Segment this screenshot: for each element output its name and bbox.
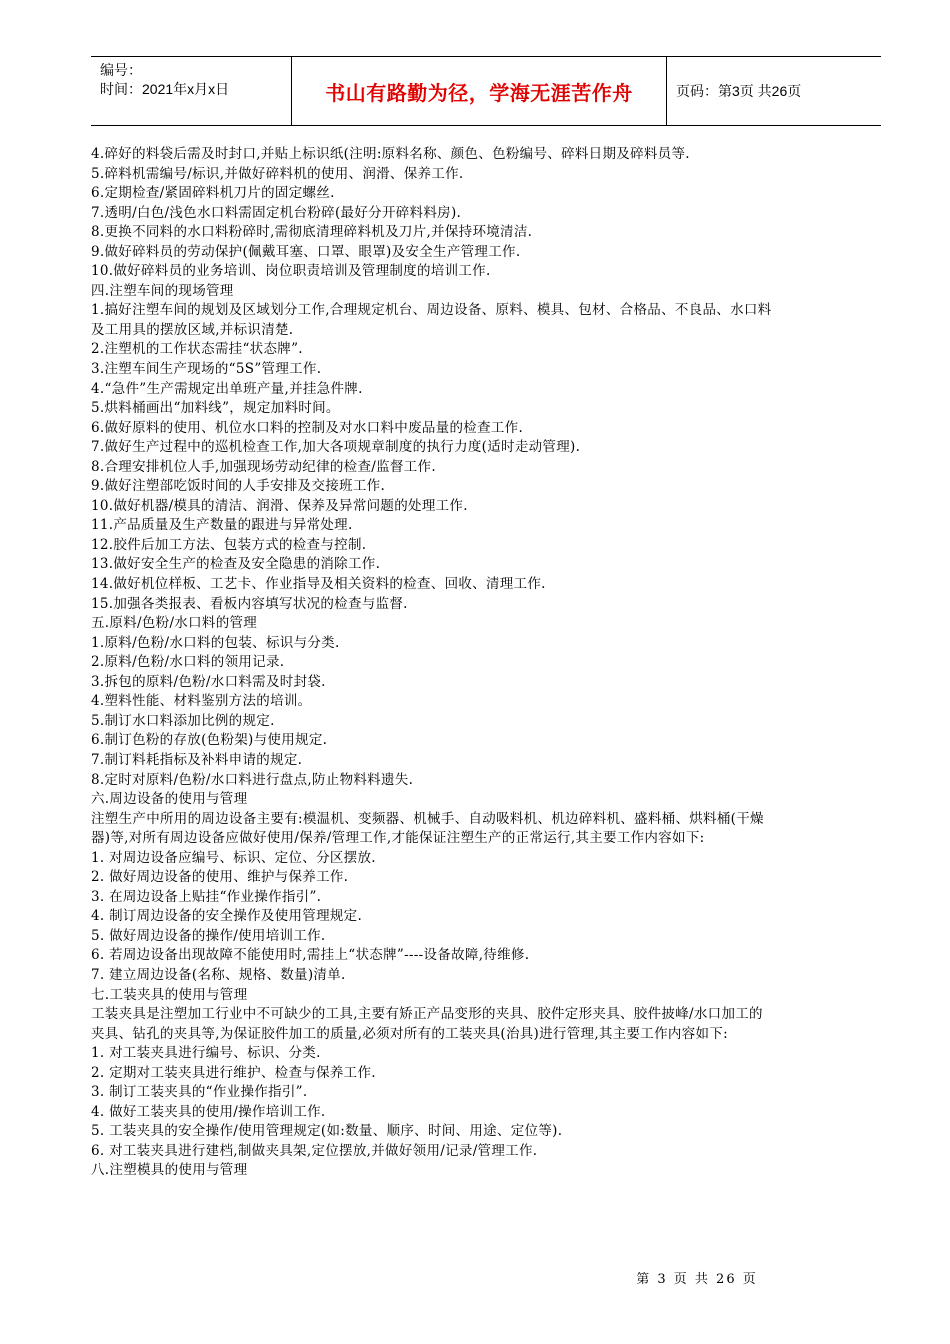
text-line: 3. 在周边设备上贴挂“作业操作指引”. <box>91 888 322 905</box>
header-page-number: 页码：第3页 共26页 <box>676 83 802 99</box>
page-footer <box>0 1268 950 1287</box>
text-line: 10.做好机器/模具的清洁、润滑、保养及异常问题的处理工作. <box>91 497 468 514</box>
text-line: 13.做好安全生产的检查及安全隐患的消除工作. <box>91 556 381 573</box>
text-line: 9.做好注塑部吃饭时间的人手安排及交接班工作. <box>91 478 386 495</box>
text-line: 6. 若周边设备出现故障不能使用时,需挂上“状态牌”----设备故障,待维修. <box>91 947 530 964</box>
text-line: 1. 对工装夹具进行编号、标识、分类. <box>91 1045 321 1062</box>
text-line: 5.制订水口料添加比例的规定. <box>91 712 275 729</box>
text-line: 12.胶件后加工方法、包装方式的检查与控制. <box>91 536 367 553</box>
text-line: 6.做好原料的使用、机位水口料的控制及对水口料中废品量的检查工作. <box>91 419 524 436</box>
text-line: 5. 做好周边设备的操作/使用培训工作. <box>91 927 326 944</box>
text-line: 3.注塑车间生产现场的“5S”管理工作. <box>91 361 322 378</box>
text-line: 8.定时对原料/色粉/水口料进行盘点,防止物料料遗失. <box>91 771 414 788</box>
text-line: 11.产品质量及生产数量的跟进与异常处理. <box>91 517 353 534</box>
text-line: 八.注塑模具的使用与管理 <box>91 1162 248 1179</box>
text-line: 6. 对工装夹具进行建档,制做夹具架,定位摆放,并做好领用/记录/管理工作. <box>91 1142 538 1159</box>
text-line: 4. 做好工装夹具的使用/操作培训工作. <box>91 1103 326 1120</box>
text-line: 注塑生产中所用的周边设备主要有:模温机、变频器、机械手、自动吸料机、机边碎料机、盛料桶、烘料桶(干燥 <box>91 810 764 827</box>
text-line: 7.做好生产过程中的巡机检查工作,加大各项规章制度的执行力度(适时走动管理). <box>91 439 581 456</box>
text-line: 工装夹具是注塑加工行业中不可缺少的工具,主要有矫正产品变形的夹具、胶件定形夹具、胶件披峰/水口加工的 <box>91 1006 763 1023</box>
text-line: 1.搞好注塑车间的规划及区域划分工作,合理规定机台、周边设备、原料、模具、包材、合格品、不良品、水口料 <box>91 302 772 319</box>
text-line: 6.制订色粉的存放(色粉架)与使用规定. <box>91 732 328 749</box>
text-line: 7. 建立周边设备(名称、规格、数量)清单. <box>91 966 346 983</box>
text-line: 14.做好机位样板、工艺卡、作业指导及相关资料的检查、回收、清理工作. <box>91 576 546 593</box>
text-line: 7.透明/白色/浅色水口料需固定机台粉碎(最好分开碎料料房). <box>91 204 462 221</box>
text-line: 2. 做好周边设备的使用、维护与保养工作. <box>91 869 349 886</box>
header-motto: 书山有路勤为径，学海无涯苦作舟 <box>292 57 667 125</box>
footer-page-number: 第 3 页 共 26 页 <box>636 1272 758 1287</box>
document-body <box>91 145 883 1181</box>
doc-code-label: 编号： <box>100 62 142 78</box>
text-line: 四.注塑车间的现场管理 <box>91 282 234 299</box>
text-line: 9.做好碎料员的劳动保护(佩戴耳塞、口罩、眼罩)及安全生产管理工作. <box>91 243 521 260</box>
text-line: 1. 对周边设备应编号、标识、定位、分区摆放. <box>91 849 376 866</box>
text-line: 5. 工装夹具的安全操作/使用管理规定(如:数量、顺序、时间、用途、定位等). <box>91 1123 563 1140</box>
doc-time-label: 时间：2021年x月x日 <box>100 81 230 97</box>
text-line: 8.更换不同料的水口料粉碎时,需彻底清理碎料机及刀片,并保持环境清洁. <box>91 224 533 241</box>
text-line: 及工用具的摆放区域,并标识清楚. <box>91 321 294 338</box>
text-line: 15.加强各类报表、看板内容填写状况的检查与监督. <box>91 595 408 612</box>
text-line: 4. 制订周边设备的安全操作及使用管理规定. <box>91 908 363 925</box>
text-line: 7.制订料耗指标及补料申请的规定. <box>91 751 303 768</box>
text-line: 4.碎好的料袋后需及时封口,并贴上标识纸(注明:原料名称、颜色、色粉编号、碎料日期及碎料员等. <box>91 146 690 162</box>
text-line: 夹具、钻孔的夹具等,为保证胶件加工的质量,必须对所有的工装夹具(治具)进行管理,其主要工作内容如下: <box>91 1025 728 1042</box>
text-line: 六.周边设备的使用与管理 <box>91 791 248 808</box>
text-line: 2.注塑机的工作状态需挂“状态牌”. <box>91 341 303 358</box>
text-line: 5.碎料机需编号/标识,并做好碎料机的使用、润滑、保养工作. <box>91 165 464 182</box>
text-line: 器)等,对所有周边设备应做好使用/保养/管理工作,才能保证注塑生产的正常运行,其主要工作内容如下: <box>91 830 705 847</box>
text-line: 2.原料/色粉/水口料的领用记录. <box>91 654 285 671</box>
text-line: 5.烘料桶画出“加料线”，规定加料时间。 <box>91 400 340 417</box>
text-line: 10.做好碎料员的业务培训、岗位职责培训及管理制度的培训工作. <box>91 263 491 280</box>
text-line: 3.拆包的原料/色粉/水口料需及时封袋. <box>91 673 326 690</box>
text-line: 4.“急件”生产需规定出单班产量,并挂急件牌. <box>91 380 363 397</box>
text-line: 1.原料/色粉/水口料的包装、标识与分类. <box>91 634 340 651</box>
text-line: 4.塑料性能、材料鉴别方法的培训。 <box>91 693 312 710</box>
text-line: 2. 定期对工装夹具进行维护、检查与保养工作. <box>91 1064 376 1081</box>
text-line: 6.定期检查/紧固碎料机刀片的固定螺丝. <box>91 185 335 202</box>
page-header <box>91 56 881 126</box>
text-line: 8.合理安排机位人手,加强现场劳动纪律的检查/监督工作. <box>91 458 436 475</box>
header-meta <box>91 57 292 125</box>
text-line: 3. 制订工装夹具的“作业操作指引”. <box>91 1084 308 1101</box>
text-line: 五.原料/色粉/水口料的管理 <box>91 615 258 632</box>
text-line: 七.工装夹具的使用与管理 <box>91 986 248 1003</box>
